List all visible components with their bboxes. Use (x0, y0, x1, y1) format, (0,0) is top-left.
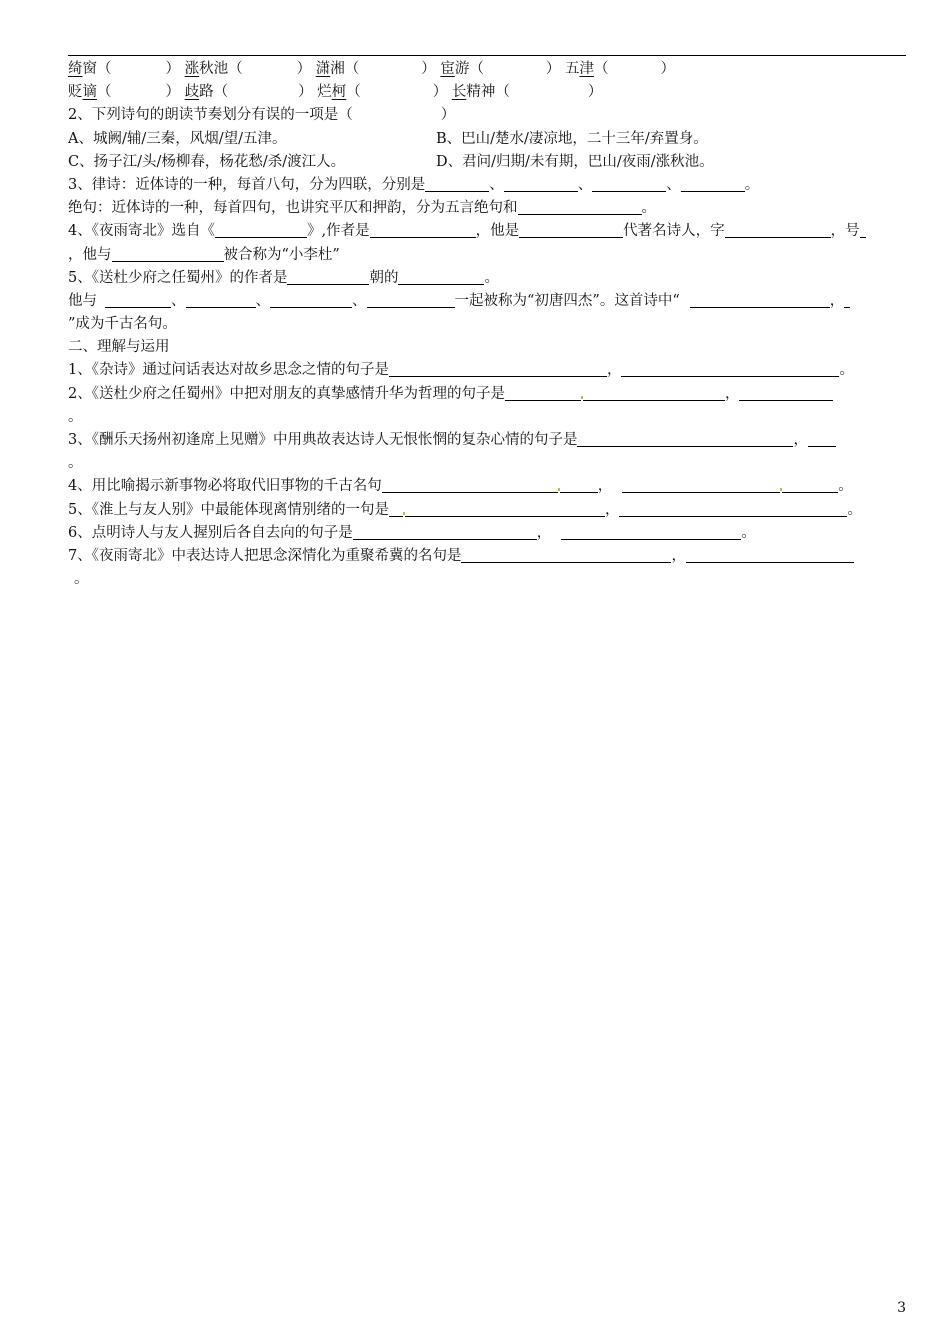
fill-blank[interactable] (389, 501, 403, 517)
fill-blank[interactable] (461, 547, 671, 563)
fill-blank[interactable] (592, 176, 666, 192)
fill-blank[interactable] (505, 385, 581, 401)
fill-blank[interactable] (725, 222, 831, 238)
question-2-options-cd (68, 151, 906, 174)
fill-blank[interactable] (621, 361, 839, 377)
header-rule (68, 55, 906, 56)
option-d: D、君问/归期/未有期，巴山/夜雨/涨秋池。 (436, 153, 714, 170)
s2-question-2-end: 。 (68, 408, 83, 425)
page-number: 3 (897, 1300, 906, 1316)
fill-blank[interactable] (808, 431, 836, 447)
vocab-row-1: 绮窗（ ） 涨秋池（ ） 潇湘（ ） 宦游（ ） 五津（ ） (68, 61, 675, 77)
question-4: 4、《夜雨寄北》选自《 》,作者是 ，他是 代著名诗人，字 ，号 (68, 220, 906, 243)
fill-blank[interactable] (519, 222, 623, 238)
s2-question-5: 5、《淮上与友人别》中最能体现离情别绪的一句是 ， 。 (68, 501, 862, 518)
question-4-cont: ，他与 被合称为“小李杜” (68, 246, 340, 263)
section-2-heading: 二、理解与运用 (68, 339, 170, 356)
fill-blank[interactable] (270, 292, 352, 308)
fill-blank[interactable] (619, 501, 847, 517)
fill-blank[interactable] (583, 385, 725, 401)
fill-blank[interactable] (739, 385, 833, 401)
vocab-char: 柯 (331, 84, 347, 101)
vocab-char: 涨 (184, 61, 200, 77)
fill-blank[interactable] (561, 524, 741, 540)
jueju-line: 绝句：近体诗的一种，每首四句，也讲究平仄和押韵，分为五言绝句和 。 (68, 200, 656, 217)
vocab-char: 绮 (68, 61, 83, 77)
fill-blank[interactable] (398, 269, 484, 285)
s2-question-4: 4、用比喻揭示新事物必将取代旧事物的千古名句 ， 。 (68, 478, 853, 495)
fill-blank[interactable] (681, 176, 745, 192)
vocab-char: 津 (579, 61, 594, 77)
s2-question-3-end: 。 (68, 455, 83, 472)
question-2: 2、下列诗句的朗读节奏划分有误的一项是（ ） (68, 107, 456, 124)
fill-blank[interactable] (186, 292, 256, 308)
question-2-options-ab (68, 128, 906, 151)
fill-blank[interactable] (367, 292, 455, 308)
s2-question-6: 6、点明诗人与友人握别后各自去向的句子是 ， 。 (68, 524, 756, 541)
s2-question-1: 1、《杂诗》通过问话表达对故乡思念之情的句子是 ， 。 (68, 362, 854, 379)
fill-blank[interactable] (425, 176, 489, 192)
fill-blank[interactable] (622, 477, 780, 493)
fill-blank[interactable] (353, 524, 537, 540)
vocab-char: 潇 (315, 61, 331, 77)
fill-blank[interactable] (577, 431, 793, 447)
s2-question-3: 3、《酬乐天扬州初逢席上见赠》中用典故表达诗人无恨怅惘的复杂心情的句子是 ， (68, 429, 906, 452)
s2-question-7: 7、《夜雨寄北》中表达诗人把思念深情化为重聚希冀的名句是 ， (68, 545, 906, 568)
vocab-char: 长 (451, 84, 467, 101)
fill-blank[interactable] (215, 222, 307, 238)
fill-blank[interactable] (518, 199, 642, 215)
vocab-char: 谪 (82, 84, 97, 101)
fill-blank[interactable] (686, 547, 854, 563)
fill-blank[interactable] (405, 501, 605, 517)
fill-blank[interactable] (287, 269, 369, 285)
worksheet-body (68, 58, 906, 591)
vocab-char: 歧 (184, 84, 200, 101)
fill-blank[interactable] (560, 477, 598, 493)
fill-blank[interactable] (844, 292, 850, 308)
fill-blank[interactable] (860, 222, 866, 238)
vocab-row-2: 贬谪（ ） 歧路（ ） 烂柯（ ） 长精神（ ） (68, 84, 603, 101)
option-a: A、城阙/辅/三秦，风烟/望/五津。 (68, 130, 287, 147)
question-3: 3、律诗：近体诗的一种，每首八句，分为四联，分别是 、 、 、 。 (68, 176, 760, 193)
fill-blank[interactable] (389, 361, 607, 377)
s2-question-7-end: 。 (74, 571, 89, 588)
fill-blank[interactable] (382, 477, 558, 493)
fill-blank[interactable] (370, 222, 476, 238)
vocab-char: 宦 (440, 61, 455, 77)
question-5-cont: 他与 、 、 、 一起被称为“初唐四杰”。这首诗中“ ， (68, 290, 906, 313)
fill-blank[interactable] (105, 292, 171, 308)
option-b: B、巴山/楚水/凄凉地，二十三年/弃置身。 (436, 130, 708, 147)
s2-question-2: 2、《送杜少府之任蜀州》中把对朋友的真挚感情升华为哲理的句子是 ， (68, 383, 906, 406)
question-5-end: ”成为千古名句。 (68, 316, 177, 333)
fill-blank[interactable] (504, 176, 578, 192)
fill-blank[interactable] (112, 246, 224, 262)
option-c: C、扬子江/头/杨柳春，杨花愁/杀/渡江人。 (68, 153, 346, 170)
question-5: 5、《送杜少府之任蜀州》的作者是 朝的 。 (68, 269, 499, 286)
fill-blank[interactable] (782, 477, 838, 493)
fill-blank[interactable] (690, 292, 830, 308)
